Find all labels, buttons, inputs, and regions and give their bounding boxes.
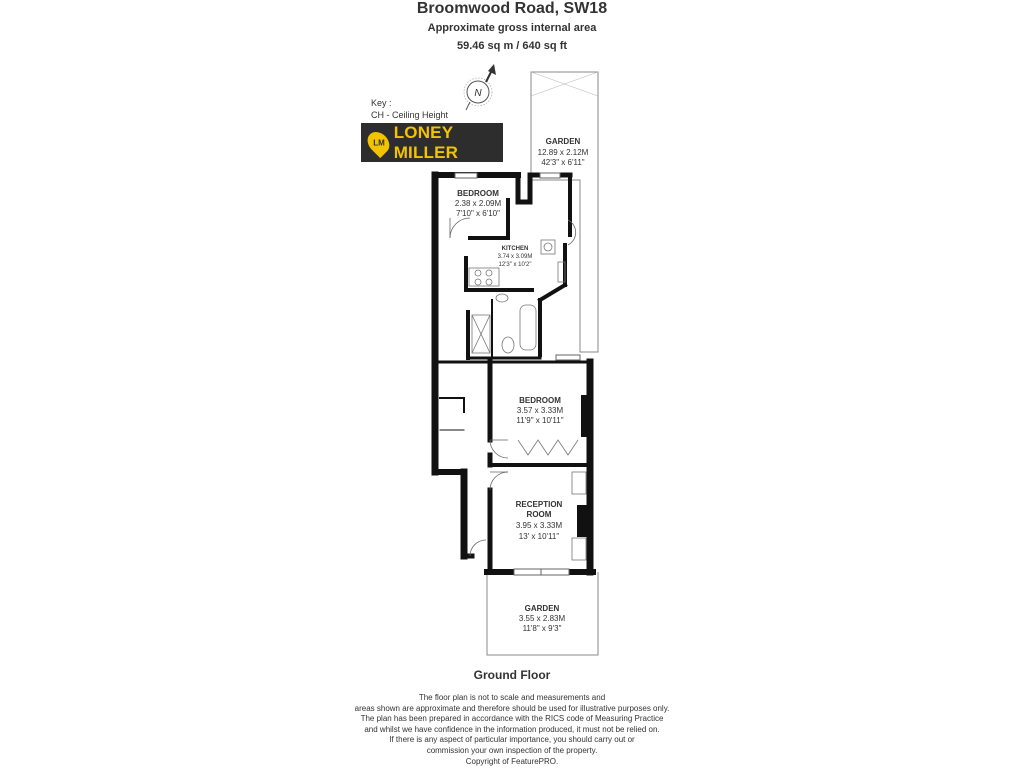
logo-badge-text: LM xyxy=(372,138,385,147)
reception-imperial: 13' x 10'11" xyxy=(518,532,560,541)
bedroom2-imperial: 11'9" x 10'11" xyxy=(516,416,564,425)
rear-garden-metric: 12.89 x 2.12M xyxy=(537,148,589,157)
alcove-shelf-icon xyxy=(572,538,586,560)
area-value: 59.46 sq m / 640 sq ft xyxy=(456,40,568,52)
disclaimer-line: and whilst we have confidence in the information produced, it must not be relied on. xyxy=(364,724,660,734)
key-line: CH - Ceiling Height xyxy=(371,110,449,120)
reception-metric: 3.95 x 3.33M xyxy=(515,521,563,530)
toilet-icon xyxy=(502,337,514,353)
walls xyxy=(435,175,593,572)
kitchen-metric: 3.74 x 3.09M xyxy=(497,254,533,260)
disclaimer-line: commission your own inspection of the property. xyxy=(426,745,598,755)
compass-letter: N xyxy=(474,88,482,99)
reception-name-line2: ROOM xyxy=(526,510,552,519)
front-garden-metric: 3.55 x 2.83M xyxy=(518,614,566,623)
floor-label: Ground Floor xyxy=(473,668,551,682)
rear-garden-imperial: 42'3" x 6'11" xyxy=(541,158,585,167)
kitchen-imperial: 12'3" x 10'2" xyxy=(498,262,532,268)
bedroom2-name: BEDROOM xyxy=(519,396,561,405)
alcove-cupboard-icon xyxy=(572,472,586,494)
windows xyxy=(455,173,580,575)
disclaimer-line: Copyright of FeaturePRO. xyxy=(465,756,559,766)
front-garden-name: GARDEN xyxy=(524,604,560,613)
disclaimer-line: areas shown are approximate and therefore should be used for illustrative purposes only. xyxy=(354,703,670,713)
property-title: Broomwood Road, SW18 xyxy=(416,0,608,17)
logo-text: LONEY MILLER xyxy=(393,122,459,162)
bathtub-icon xyxy=(520,305,536,350)
key-title: Key : xyxy=(371,98,392,108)
disclaimer-line: The floor plan is not to scale and measurements and xyxy=(418,693,606,702)
basin-icon xyxy=(496,294,508,302)
bedroom1-name: BEDROOM xyxy=(457,189,499,198)
bedroom1-metric: 2.38 x 2.09M xyxy=(454,199,502,208)
kitchen-name: KITCHEN xyxy=(501,246,529,252)
sink-bowl-icon xyxy=(544,243,552,251)
wardrobe-icon xyxy=(518,440,578,455)
disclaimer-line: If there is any aspect of particular importance, you should carry out or xyxy=(389,735,635,745)
hob-icon xyxy=(469,268,499,286)
disclaimer xyxy=(0,693,1024,767)
bedroom1-imperial: 7'10" x 6'10" xyxy=(456,209,500,218)
compass-icon xyxy=(464,64,496,110)
front-garden-imperial: 11'8" x 9'3" xyxy=(522,624,562,633)
disclaimer-line: The plan has been prepared in accordance with the RICS code of Measuring Practice xyxy=(360,714,664,724)
sink-icon xyxy=(541,240,555,254)
area-subtitle: Approximate gross internal area xyxy=(427,22,597,34)
reception-name-line1: RECEPTION xyxy=(515,500,563,509)
bedroom2-metric: 3.57 x 3.33M xyxy=(516,406,564,415)
rear-garden-name: GARDEN xyxy=(545,137,581,146)
